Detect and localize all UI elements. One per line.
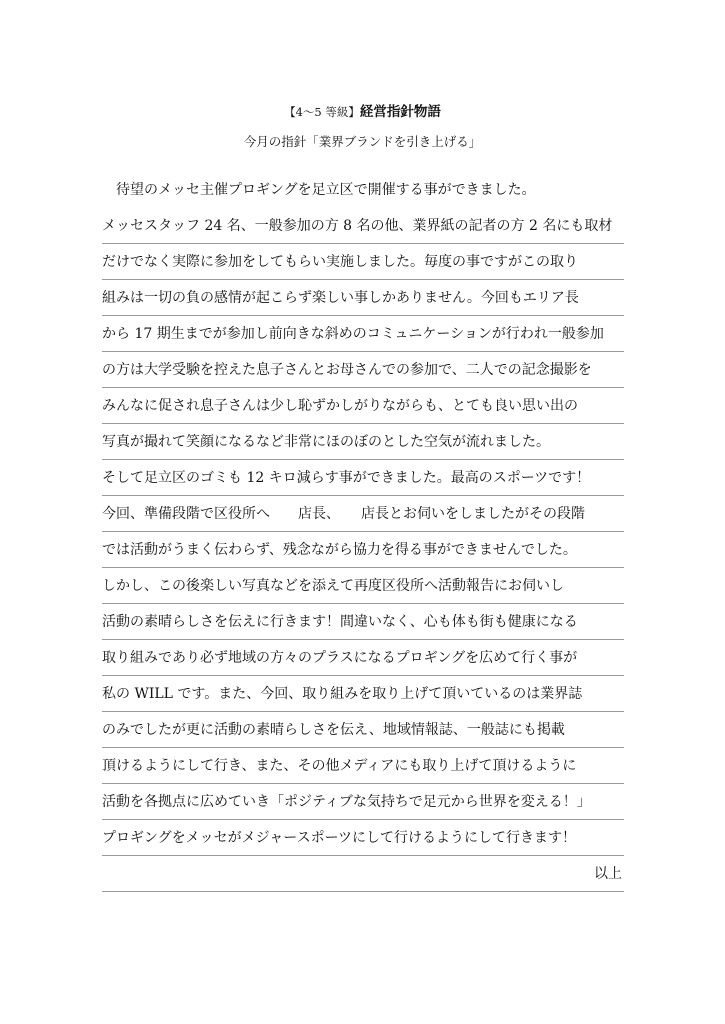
grade-label: 【4～5 等級】 xyxy=(284,105,360,119)
body-line: 活動の素晴らしさを伝えに行きます！間違いなく、心も体も街も健康になる xyxy=(102,604,624,640)
body-line: プロギングをメッセがメジャースポーツにして行けるようにして行きます！ xyxy=(102,820,624,856)
body-line: から 17 期生までが参加し前向きな斜めのコミュニケーションが行われ一般参加 xyxy=(102,316,624,352)
body-line: 活動を各拠点に広めていき「ポジティブな気持ちで足元から世界を変える！」 xyxy=(102,784,624,820)
body-line: 写真が撮れて笑顔になるなど非常にほのぼのとした空気が流れました。 xyxy=(102,424,624,460)
body-line: 待望のメッセ主催プロギングを足立区で開催する事ができました。 xyxy=(116,182,536,198)
body-line: のみでしたが更に活動の素晴らしさを伝え、地域情報誌、一般誌にも掲載 xyxy=(102,712,624,748)
body-line: みんなに促され息子さんは少し恥ずかしがりながらも、とても良い思い出の xyxy=(102,388,624,424)
body-line: 頂けるようにして行き、また、その他メディアにも取り上げて頂けるように xyxy=(102,748,624,784)
body-line: メッセスタッフ 24 名、一般参加の方 8 名の他、業界紙の記者の方 2 名にも取材 xyxy=(102,208,624,244)
body-line: では活動がうまく伝わらず、残念ながら協力を得る事ができませんでした。 xyxy=(102,532,624,568)
title-text: 経営指針物語 xyxy=(359,104,441,120)
document-title xyxy=(0,100,725,120)
body-line: 私の WILL です。また、今回、取り組みを取り上げて頂いているのは業界誌 xyxy=(102,676,624,712)
body-line: そして足立区のゴミも 12 キロ減らす事ができました。最高のスポーツです！ xyxy=(102,460,624,496)
body-line: の方は大学受験を控えた息子さんとお母さんでの参加で、二人での記念撮影を xyxy=(102,352,624,388)
closing-remark: 以上 xyxy=(102,856,624,892)
body-line: 取り組みであり必ず地域の方々のプラスになるプロギングを広めて行く事が xyxy=(102,640,624,676)
body-line: だけでなく実際に参加をしてもらい実施しました。毎度の事ですがこの取り xyxy=(102,244,624,280)
body-line: 組みは一切の負の感情が起こらず楽しい事しかありません。今回もエリア長 xyxy=(102,280,624,316)
body-line: しかし、この後楽しい写真などを添えて再度区役所へ活動報告にお伺いし xyxy=(102,568,624,604)
monthly-guideline: 今月の指針「業界ブランドを引き上げる」 xyxy=(243,134,482,149)
body-line: 今回、準備段階で区役所へ 店長、 店長とお伺いをしましたがその段階 xyxy=(102,496,624,532)
ruled-body-text xyxy=(102,172,624,892)
